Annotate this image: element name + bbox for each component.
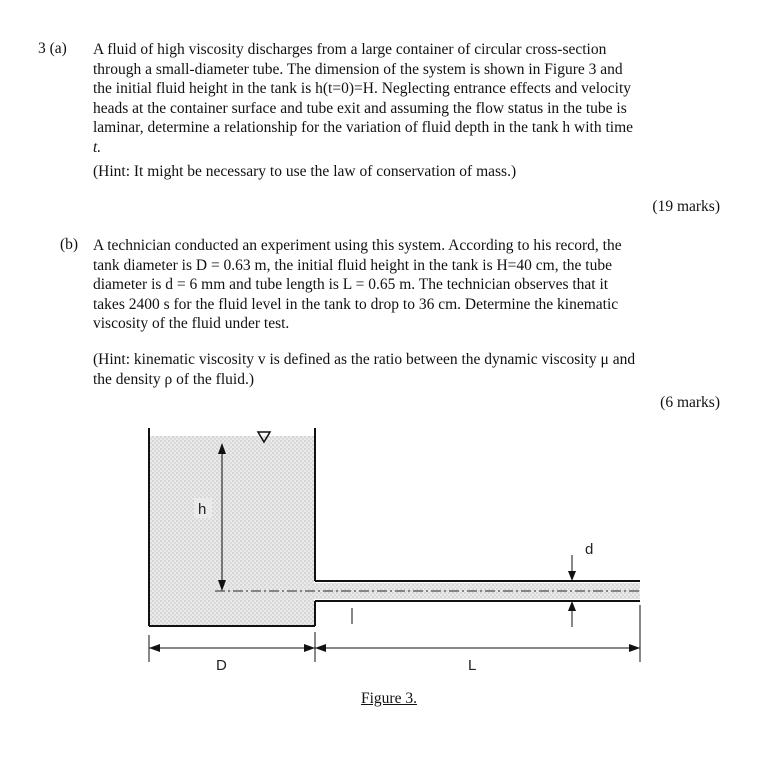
tank-diameter-label: D xyxy=(216,657,227,674)
tank-diameter-arrow-right xyxy=(304,644,315,652)
part-a-line: laminar, determine a relationship for the variation of fluid depth in the tank h with time xyxy=(93,119,634,137)
tube-length-arrow-right xyxy=(629,644,640,652)
question-number: 3 (a) xyxy=(38,40,67,57)
part-b-line: diameter is d = 6 mm and tube length is L = 0.65 m. The technician observes that it xyxy=(93,276,609,294)
tube-length-label: L xyxy=(468,657,477,674)
part-a-line: t. xyxy=(93,138,102,156)
part-a-line: through a small-diameter tube. The dimension of the system is shown in Figure 3 and xyxy=(93,60,623,78)
part-b-line: tank diameter is D = 0.63 m, the initial fluid height in the tank is H=40 cm, the tube xyxy=(93,256,612,274)
part-b-line: takes 2400 s for the fluid level in the tank to drop to 36 cm. Determine the kinematic xyxy=(93,295,619,313)
part-b-line: viscosity of the fluid under test. xyxy=(93,315,290,333)
tube-length-arrow-left xyxy=(315,644,326,652)
height-label: h xyxy=(198,501,207,518)
tank-fluid xyxy=(149,436,314,626)
part-a-line: A fluid of high viscosity discharges from a large container of circular cross-section xyxy=(93,41,607,58)
tube-diameter-label: d xyxy=(585,541,594,558)
part-a-line: the initial fluid height in the tank is h(t=0)=H. Neglecting entrance effects and velocity xyxy=(93,80,632,98)
part-b-hint-line: the density ρ of the fluid.) xyxy=(93,370,254,388)
part-a-marks: (19 marks) xyxy=(652,198,720,215)
tank-diameter-arrow-left xyxy=(149,644,160,652)
part-b-line: A technician conducted an experiment using this system. According to his record, the xyxy=(93,237,622,254)
tube-diameter-arrow-bottom xyxy=(568,601,576,611)
part-b-marks: (6 marks) xyxy=(660,394,720,411)
figure-caption: Figure 3. xyxy=(361,690,417,707)
part-b-letter: (b) xyxy=(60,236,79,253)
part-a-line: heads at the container surface and tube exit and assuming the flow status in the tube is xyxy=(93,99,627,117)
part-a-hint: (Hint: It might be necessary to use the law of conservation of mass.) xyxy=(93,163,517,180)
part-b-hint-line: (Hint: kinematic viscosity v is defined as the ratio between the dynamic viscosity μ and xyxy=(93,351,636,368)
tube-diameter-arrow-top xyxy=(568,571,576,581)
